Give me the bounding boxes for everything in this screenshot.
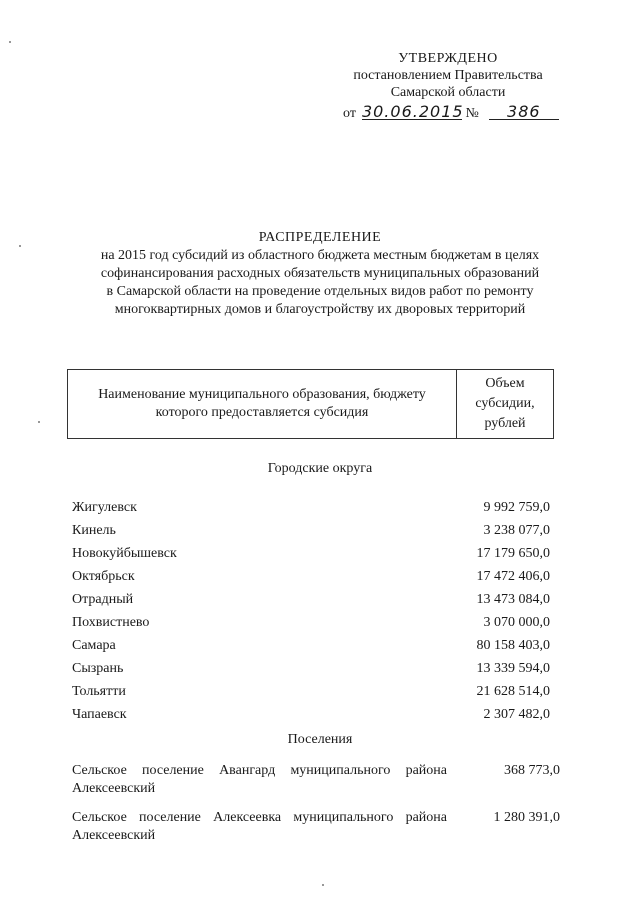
row-amount: 2 307 482,0 [483, 707, 550, 722]
row-name: Отрадный [72, 592, 134, 607]
row-amount: 1 280 391,0 [493, 810, 560, 825]
column-header-name [68, 370, 457, 438]
table-row [72, 661, 550, 681]
row-name: Похвистнево [72, 615, 150, 630]
table-row [72, 684, 550, 704]
table-row [72, 762, 560, 798]
row-amount: 13 473 084,0 [476, 592, 550, 607]
row-name: Новокуйбышевск [72, 546, 177, 561]
table-row [72, 523, 550, 543]
heading-line-3: в Самарской области на проведение отдельных видов работ по ремонту [106, 284, 534, 299]
table-row [72, 592, 550, 612]
handwritten-number: 386 [489, 104, 559, 120]
scan-speck [19, 245, 21, 247]
row-name: Чапаевск [72, 707, 127, 722]
scan-speck [322, 884, 324, 886]
table-row [72, 707, 550, 727]
table-header [67, 369, 554, 439]
heading-title: РАСПРЕДЕЛЕНИЕ [258, 230, 382, 245]
scan-speck [38, 421, 40, 423]
approval-line-1: постановлением Правительства [353, 68, 543, 83]
row-name-line-1: Сельское поселение Авангард муниципального района [72, 763, 447, 778]
row-name: Октябрьск [72, 569, 135, 584]
row-name: Самара [72, 638, 116, 653]
section-urban-districts: Городские округа [267, 461, 373, 476]
row-name: Тольятти [72, 684, 126, 699]
row-amount: 17 179 650,0 [476, 546, 550, 561]
approval-title: УТВЕРЖДЕНО [398, 51, 498, 66]
row-amount: 9 992 759,0 [483, 500, 550, 515]
heading-line-4: многоквартирных домов и благоустройству их дворовых территорий [114, 302, 526, 317]
approval-date-line [343, 104, 559, 122]
document-heading [40, 229, 600, 319]
approval-block [338, 50, 558, 101]
number-label: № [465, 106, 479, 121]
table-row [72, 500, 550, 520]
handwritten-date: 30.06.2015 [361, 102, 464, 121]
heading-line-1: на 2015 год субсидий из областного бюджета местным бюджетам в целях [100, 248, 540, 263]
row-amount: 3 070 000,0 [483, 615, 550, 630]
row-amount: 17 472 406,0 [476, 569, 550, 584]
scan-speck [9, 41, 11, 43]
row-amount: 21 628 514,0 [476, 684, 550, 699]
table-row [72, 809, 560, 845]
column-header-amount-line-1: Объем [485, 376, 525, 391]
section-settlements: Поселения [287, 732, 353, 747]
column-header-amount-line-3: рублей [484, 416, 526, 431]
row-amount: 80 158 403,0 [476, 638, 550, 653]
column-header-amount-line-2: субсидии, [475, 396, 535, 411]
row-name: Сызрань [72, 661, 124, 676]
date-prefix: от [343, 106, 356, 121]
approval-line-2: Самарской области [390, 85, 506, 100]
row-name-line-1: Сельское поселение Алексеевка муниципального района [72, 810, 447, 825]
row-amount: 368 773,0 [504, 763, 560, 778]
table-row [72, 638, 550, 658]
row-name-line-2: Алексеевский [72, 781, 156, 796]
table-row [72, 615, 550, 635]
column-header-name-line-2: которого предоставляется субсидия [155, 405, 369, 420]
column-header-amount [457, 370, 553, 438]
column-header-name-line-1: Наименование муниципального образования, бюджету [98, 387, 426, 402]
row-name-line-2: Алексеевский [72, 828, 156, 843]
table-row [72, 569, 550, 589]
row-amount: 13 339 594,0 [476, 661, 550, 676]
table-row [72, 546, 550, 566]
heading-line-2: софинансирования расходных обязательств муниципальных образований [100, 266, 540, 281]
row-amount: 3 238 077,0 [483, 523, 550, 538]
row-name: Кинель [72, 523, 116, 538]
row-name: Жигулевск [72, 500, 137, 515]
